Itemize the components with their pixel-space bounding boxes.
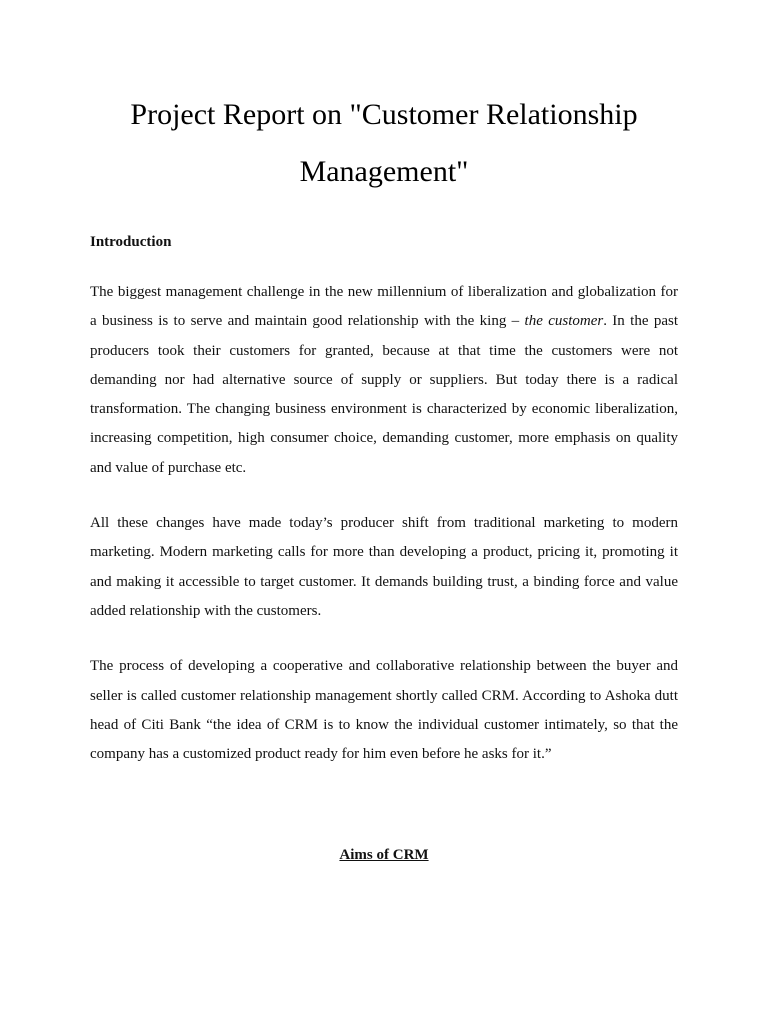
- aims-of-crm-heading: Aims of CRM: [339, 847, 429, 864]
- paragraph-1: [90, 252, 678, 483]
- page-title: Project Report on "Customer Relationship Management": [130, 98, 638, 188]
- paragraph-1-italic: the customer: [524, 313, 604, 330]
- paragraph-3: The process of developing a cooperative and collaborative relationship between the buyer and seller is called customer relationship management shortly called CRM. According to Ashoka dutt head of Citi Bank “the idea of CRM is to know the individual customer intimately, so that the company has a customized product ready for him even before he asks for it.”: [90, 658, 678, 763]
- paragraph-1-text-a: The biggest management challenge in the new millennium of liberalization and globalization for a business is to serve and maintain good relationship with the king –: [90, 284, 678, 330]
- paragraph-1-text-b: . In the past producers took their customers for granted, because at that time the customers were not demanding nor had alternative source of supply or suppliers. But today there is a radical transformation. The changing business environment is characterized by economic liberalization, increasing competition, high consumer choice, demanding customer, more emphasis on quality and value of purchase etc.: [90, 313, 678, 476]
- paragraph-2: All these changes have made today’s producer shift from traditional marketing to modern marketing. Modern marketing calls for more than developing a product, pricing it, promoting it and making it accessible to target customer. It demands building trust, a binding force and value added relationship with the customers.: [90, 515, 678, 619]
- introduction-heading: Introduction: [90, 234, 172, 250]
